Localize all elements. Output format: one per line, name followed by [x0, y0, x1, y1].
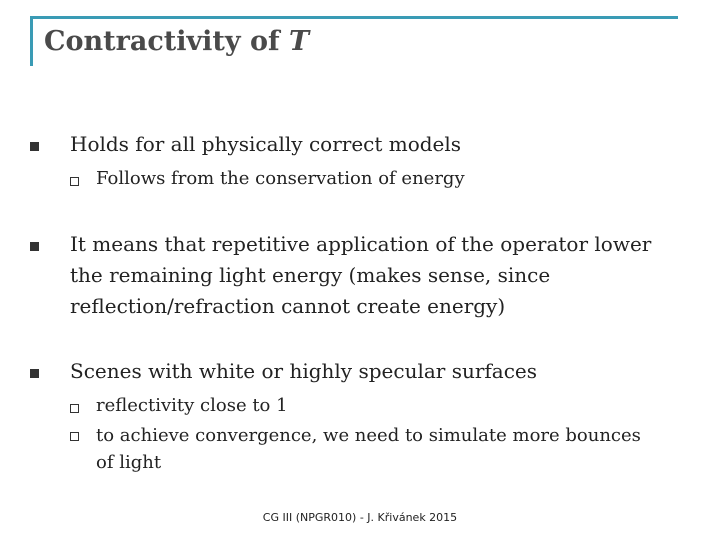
- bullet-line: reflection/refraction cannot create energy): [70, 294, 506, 318]
- bullet-line: the remaining light energy (makes sense, since: [70, 263, 551, 287]
- bullet-marker: [30, 369, 39, 378]
- bullet-item: Scenes with white or highly specular surfaces: [70, 359, 538, 383]
- sub-bullet-marker: [70, 432, 79, 441]
- bullet-item: [70, 229, 651, 322]
- sub-bullet-line: of light: [96, 452, 162, 473]
- slide-footer: CG III (NPGR010) - J. Křivánek 2015: [262, 511, 458, 524]
- title-rule-left: [30, 16, 33, 66]
- sub-bullet-item: [96, 422, 641, 476]
- sub-bullet-marker: [70, 177, 79, 186]
- title-variable: T: [289, 26, 310, 57]
- sub-bullet-marker: [70, 404, 79, 413]
- title-rule-top: [30, 16, 678, 19]
- bullet-marker: [30, 242, 39, 251]
- sub-bullet-item: Follows from the conservation of energy: [96, 168, 465, 189]
- bullet-marker: [30, 142, 39, 151]
- title-text: Contractivity of: [44, 26, 290, 57]
- slide-title: [44, 26, 309, 57]
- sub-bullet-line: to achieve convergence, we need to simulate more bounces: [96, 425, 641, 446]
- bullet-line: It means that repetitive application of the operator lower: [70, 232, 652, 256]
- sub-bullet-item: reflectivity close to 1: [96, 395, 288, 416]
- bullet-item: Holds for all physically correct models: [70, 132, 462, 156]
